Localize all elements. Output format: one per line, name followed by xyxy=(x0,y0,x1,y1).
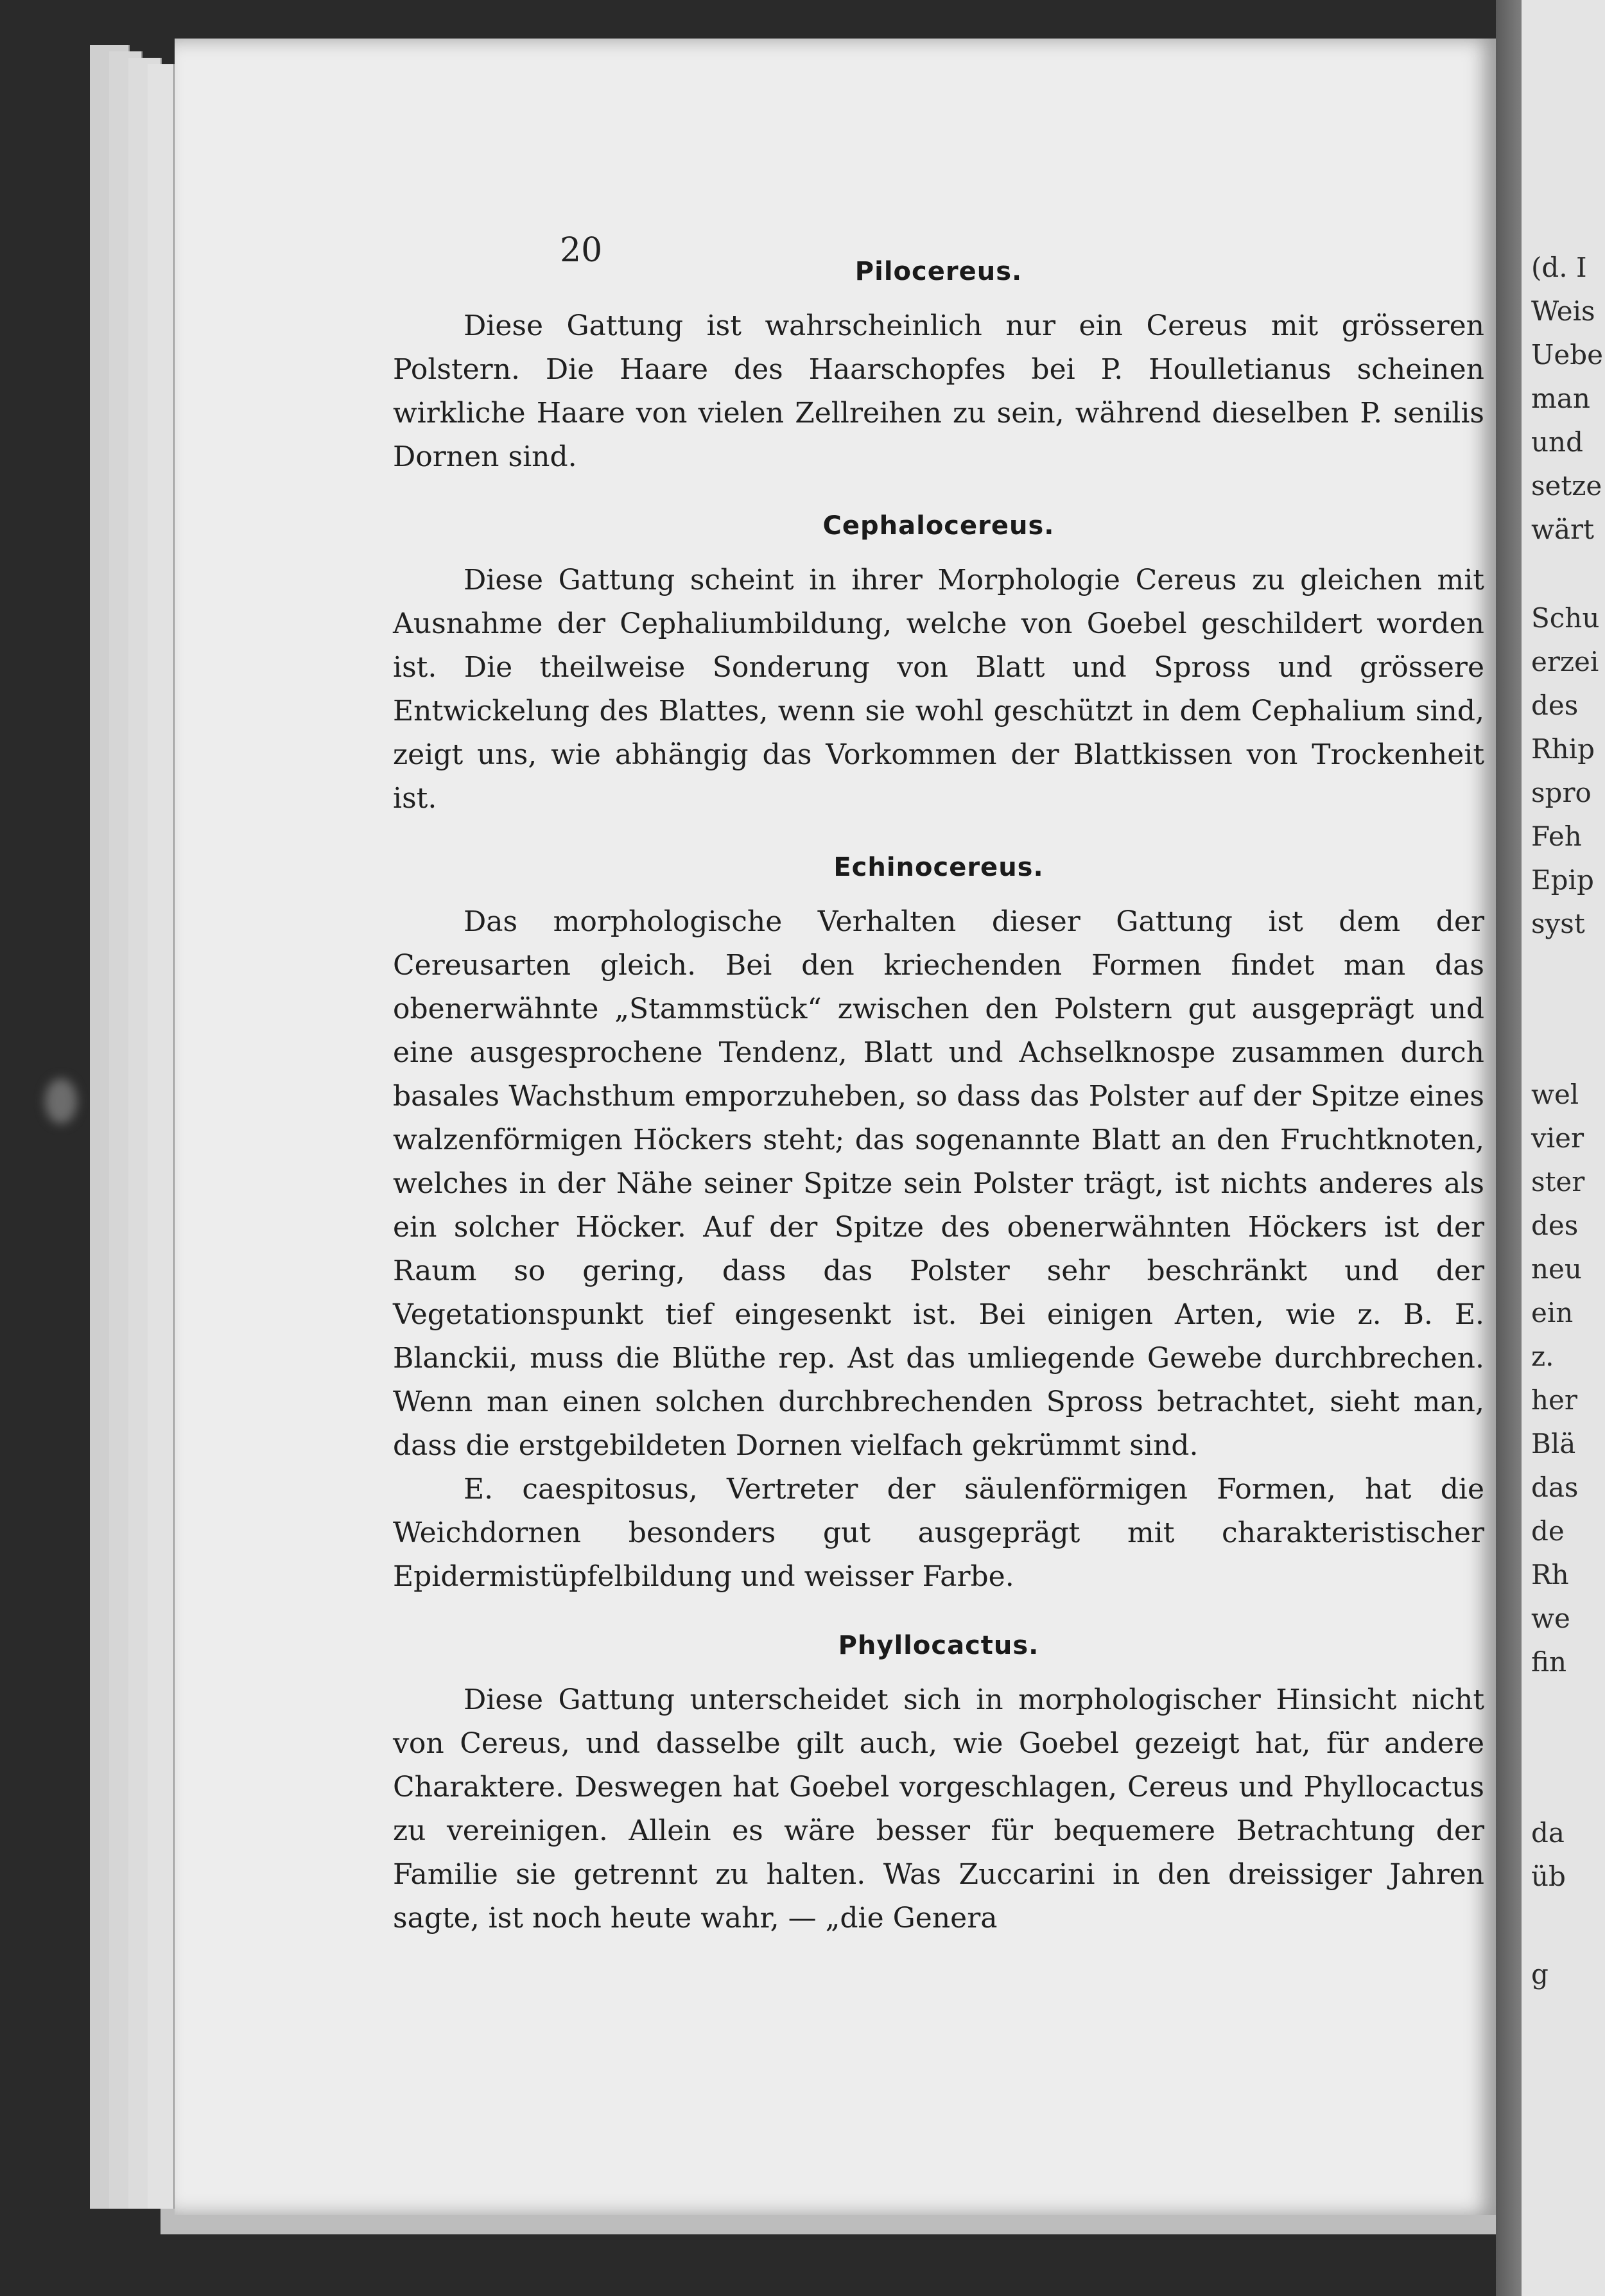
paragraph: Diese Gattung scheint in ihrer Morphologie Cereus zu gleichen mit Ausnahme der Cephaliumbildung, welche von Goebel geschildert worden ist. Die theilweise Sonderung von Blatt und Spross und grössere Entwickelung des Blattes, wenn sie wohl geschützt in dem Cephalium sind, zeigt uns, wie abhängig das Vorkommen der Blattkissen von Trockenheit ist. xyxy=(393,564,1484,815)
section-heading: Pilocereus. xyxy=(855,257,1023,286)
facing-page-fragment: des xyxy=(1531,1210,1579,1241)
paragraph: Diese Gattung ist wahrscheinlich nur ein Cereus mit grösseren Polstern. Die Haare des Haarschopfes bei P. Houlletianus scheinen wirkliche Haare von vielen Zellreihen zu sein, während dieselben P. senilis Dornen sind. xyxy=(393,309,1484,473)
facing-page-fragment: wel xyxy=(1531,1079,1579,1110)
section-cephalocereus xyxy=(393,511,1484,821)
facing-page-fragment: Rh xyxy=(1531,1559,1569,1590)
facing-page-fragment: Weis xyxy=(1531,295,1595,327)
page-edge-stack xyxy=(148,64,175,2209)
section-heading: Echinocereus. xyxy=(833,853,1044,882)
facing-page-fragment: z. xyxy=(1531,1341,1554,1372)
facing-page-fragment: (d. I xyxy=(1531,252,1587,283)
facing-page-fragment: wärt xyxy=(1531,514,1594,545)
facing-page-fragment: Rhip xyxy=(1531,733,1595,765)
facing-page-fragment: fin xyxy=(1531,1646,1567,1678)
scan-smudge xyxy=(45,1079,77,1124)
facing-page-fragment: das xyxy=(1531,1472,1579,1503)
facing-page-fragment: we xyxy=(1531,1603,1570,1634)
facing-page-fragment: Blä xyxy=(1531,1428,1576,1459)
facing-page-fragment: Feh xyxy=(1531,821,1582,852)
facing-page-fragment: ein xyxy=(1531,1297,1574,1328)
facing-page-fragment: erzei xyxy=(1531,646,1599,677)
facing-page-fragment: vier xyxy=(1531,1122,1584,1154)
facing-page-fragment: Schu xyxy=(1531,602,1600,634)
section-echinocereus xyxy=(393,853,1484,1599)
facing-page-fragment: neu xyxy=(1531,1253,1582,1285)
section-phyllocactus xyxy=(393,1631,1484,1940)
section-heading: Phyllocactus. xyxy=(838,1631,1039,1660)
facing-page-fragment: man xyxy=(1531,383,1590,414)
facing-page-fragment: her xyxy=(1531,1384,1577,1416)
facing-page-fragment: syst xyxy=(1531,908,1585,939)
facing-page-fragment: de xyxy=(1531,1515,1565,1547)
facing-page-fragment: spro xyxy=(1531,777,1592,808)
facing-page-fragment: setze xyxy=(1531,470,1602,501)
facing-page-fragment: des xyxy=(1531,690,1579,721)
facing-page-fragment: und xyxy=(1531,426,1583,458)
facing-page-fragment: Uebe xyxy=(1531,339,1603,370)
facing-page-fragment: üb xyxy=(1531,1861,1566,1892)
page-content xyxy=(393,257,1484,1940)
paragraph: E. caespitosus, Vertreter der säulenförmigen Formen, hat die Weichdornen besonders gut ausgeprägt mit charakteristischer Epidermistüpfelbildung und weisser Farbe. xyxy=(393,1473,1484,1593)
paragraph: Das morphologische Verhalten dieser Gattung ist dem der Cereusarten gleich. Bei den kriechenden Formen findet man das obenerwähnte „Stammstück“ zwischen den Polstern gut ausgeprägt und eine ausgesprochene Tendenz, Blatt und Achselknospe zusammen durch basales Wachsthum emporzuheben, so dass das Polster auf der Spitze eines walzenförmigen Höckers steht; das sogenannte Blatt an den Fruchtknoten, welches in der Nähe seiner Spitze sein Polster trägt, ist nichts anderes als ein solcher Höcker. Auf der Spitze des obenerwähnten Höckers ist der Raum so gering, dass das Polster sehr beschränkt und der Vegetationspunkt tief eingesenkt ist. Bei einigen Arten, wie z. B. E. Blanckii, muss die Blüthe rep. Ast das umliegende Gewebe durchbrechen. Wenn man einen solchen durchbrechenden Spross betrachtet, sieht man, dass die erstgebildeten Dornen vielfach gekrümmt sind. xyxy=(393,905,1484,1462)
paragraph: Diese Gattung unterscheidet sich in morphologischer Hinsicht nicht von Cereus, und dasselbe gilt auch, wie Goebel gezeigt hat, für andere Charaktere. Deswegen hat Goebel vorgeschlagen, Cereus und Phyllocactus zu vereinigen. Allein es wäre besser für bequemere Betrachtung der Familie sie getrennt zu halten. Was Zuccarini in den dreissiger Jahren sagte, ist noch heute wahr, — „die Genera xyxy=(393,1683,1484,1935)
facing-page-fragment: Epip xyxy=(1531,864,1594,896)
section-heading: Cephalocereus. xyxy=(822,511,1055,541)
facing-page-fragment: g xyxy=(1531,1958,1549,1990)
facing-page-fragment: ster xyxy=(1531,1166,1585,1197)
section-pilocereus xyxy=(393,257,1484,479)
facing-page-fragment: da xyxy=(1531,1817,1565,1848)
page-number: 20 xyxy=(560,231,603,270)
